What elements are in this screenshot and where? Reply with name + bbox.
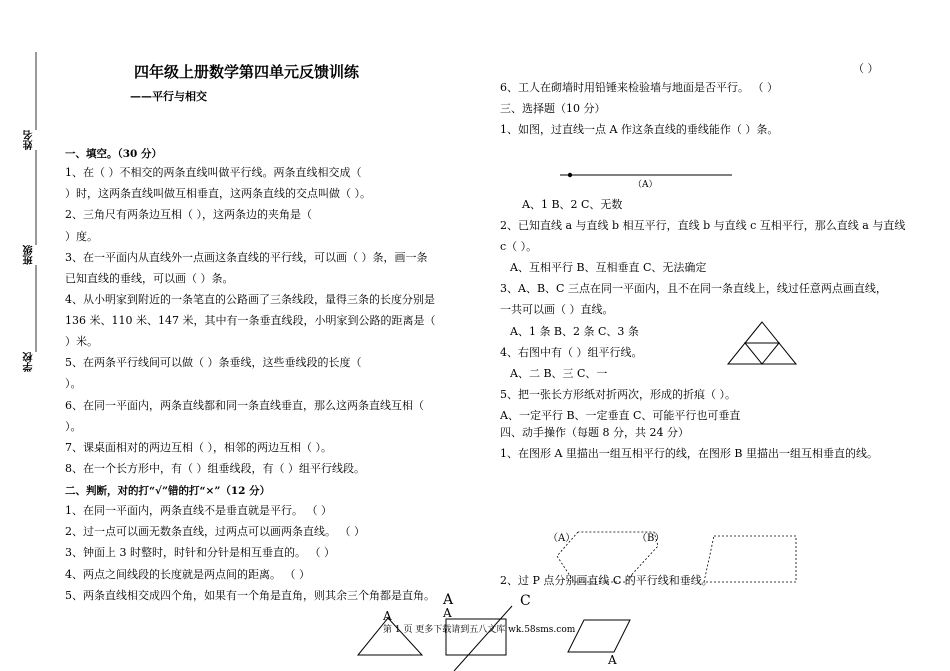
operation-q1: 1、在图形 A 里描出一组互相平行的线，在图形 B 里描出一组互相垂直的线。 <box>500 447 879 460</box>
choice-q2: 2、已知直线 a 与直线 b 相互平行，直线 b 与直线 c 互相平行，那么直线 a 与直线 <box>500 219 906 232</box>
choice-q1: 1、如图，过直线一点 A 作这条直线的垂线能作（ ）条。 <box>500 123 779 136</box>
choice-q3-options: A、1 条 B、2 条 C、3 条 <box>510 325 639 338</box>
s2-line: 5、两条直线相交成四个角，如果有一个角是直角，则其余三个角都是直角。 <box>65 589 435 602</box>
s1-line: 5、在两条平行线间可以做（ ）条垂线，这些垂线段的长度（ <box>65 356 362 369</box>
s2-line: 4、两点之间线段的长度就是两点间的距离。 （ ） <box>65 568 310 581</box>
page-subtitle: ——平行与相交 <box>130 90 207 103</box>
choice-q4-options: A、二 B、三 C、一 <box>510 367 608 380</box>
q1-point-label: （A） <box>633 180 658 190</box>
section2-heading: 二、判断，对的打“√”错的打“×”（12 分） <box>65 485 271 497</box>
line-c-label: C <box>520 593 531 609</box>
rectangle-vertex-a-label: A <box>443 606 452 620</box>
s1-line: 已知直线的垂线，可以画（ ）条。 <box>65 272 234 285</box>
section4-heading: 四、动手操作（每题 8 分，共 24 分） <box>500 426 689 439</box>
choice-q3: 3、A、B、C 三点在同一平面内，且不在同一条直线上，线过任意两点画直线， <box>500 282 887 295</box>
choice-q1-options: A、1 B、2 C、无数 <box>522 198 623 211</box>
s1-line: 3、在一平面内从直线外一点画这条直线的平行线，可以画（ ）条，画一条 <box>65 251 428 264</box>
parallelogram-vertex-a-label: A <box>608 653 617 667</box>
figure-b-label: （B） <box>637 533 665 544</box>
section3-heading: 三、选择题（10 分） <box>500 102 606 115</box>
side-label-school: 学校 <box>24 352 35 372</box>
side-label-class: 班级 <box>24 245 35 265</box>
judge-q6: 6、工人在砌墙时用铅锤来检验墙与地面是否平行。 （ ） <box>500 81 778 94</box>
s1-line: ）时，这两条直线叫做互相垂直，这两条直线的交点叫做（ ）。 <box>65 187 371 200</box>
choice-q4: 4、右图中有（ ）组平行线。 <box>500 346 643 359</box>
s2-line: 3、钟面上 3 时整时，时针和分针是相互垂直的。 （ ） <box>65 546 335 559</box>
s2-line: 2、过一点可以画无数条直线，过两点可以画两条直线。 （ ） <box>65 525 365 538</box>
s1-line: ）度。 <box>65 230 98 243</box>
q1-point-a <box>568 173 572 177</box>
choice-q5-options: A、一定平行 B、一定垂直 C、可能平行也可垂直 <box>500 409 741 422</box>
s1-line: 7、课桌面相对的两边互相（ ），相邻的两边互相（ ）。 <box>65 441 332 454</box>
triangle-figure <box>728 322 796 364</box>
triangle-vertex-a-label: A <box>383 609 392 623</box>
operation-q2: 2、过 P 点分别画直线 C 的平行线和垂线。 <box>500 574 713 587</box>
section1-heading: 一、填空。（30 分） <box>65 148 163 160</box>
s1-line: ）米。 <box>65 335 98 348</box>
point-a-label: A <box>443 592 454 608</box>
choice-q5: 5、把一张长方形纸对折两次，形成的折痕（ ）。 <box>500 388 736 401</box>
s1-line: 2、三角尺有两条边互相（ ），这两条边的夹角是（ <box>65 208 312 221</box>
figure-b <box>704 536 796 582</box>
s2-line: 1、在同一平面内，两条直线不是垂直就是平行。 （ ） <box>65 504 332 517</box>
s1-line: ）。 <box>65 420 82 433</box>
choice-q2-options: A、互相平行 B、互相垂直 C、无法确定 <box>510 261 707 274</box>
s1-line: 6、在同一平面内，两条直线都和同一条直线垂直，那么这两条直线互相（ <box>65 399 424 412</box>
side-label-name: 姓名 <box>24 130 35 150</box>
bottom-parallelogram <box>568 620 630 652</box>
choice-q3-cont: 一共可以画（ ）直线。 <box>500 303 614 316</box>
bottom-slant-line <box>454 606 512 671</box>
figure-a-label: （A） <box>548 533 576 544</box>
choice-q2-cont: c（ ）。 <box>500 240 538 253</box>
s1-line: 8、在一个长方形中，有（ ）组垂线段，有（ ）组平行线段。 <box>65 462 365 475</box>
s1-line: ）。 <box>65 377 82 390</box>
top-answer-paren: （ ） <box>853 62 879 75</box>
s1-line: 4、从小明家到附近的一条笔直的公路画了三条线段，量得三条的长度分别是 <box>65 293 435 306</box>
page-title: 四年级上册数学第四单元反馈训练 <box>134 63 360 81</box>
page-footer: 第 1 页 更多下载请到五八文库 wk.58sms.com <box>383 625 576 635</box>
s1-line: 136 米、110 米、147 米，其中有一条垂直线段，小明家到公路的距离是（ <box>65 314 436 327</box>
s1-line: 1、在（ ）不相交的两条直线叫做平行线。两条直线相交成（ <box>65 166 362 179</box>
